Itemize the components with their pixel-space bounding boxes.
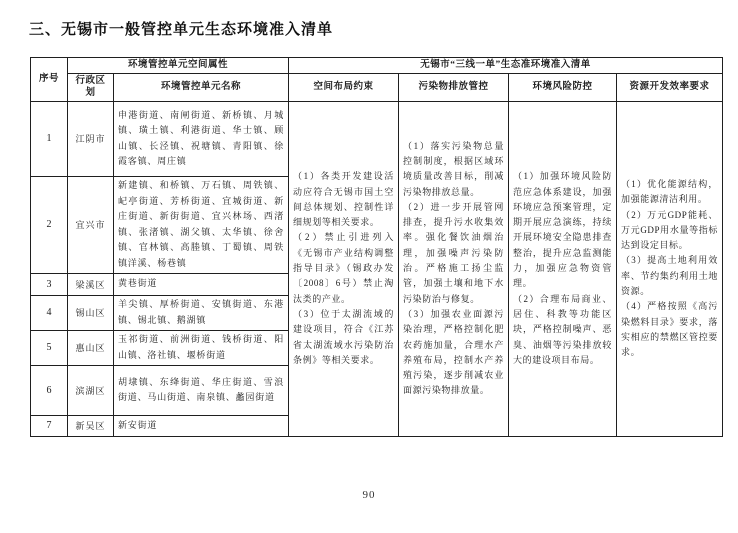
- table-row: [31, 101, 723, 176]
- header-group-row: [31, 58, 723, 74]
- unit-names-cell: 玉祁街道、前洲街道、钱桥街道、阳山镇、洛社镇、堰桥街道: [114, 330, 289, 365]
- col-group-access-list: 无锡市“三线一单”生态准环境准入清单: [289, 58, 723, 74]
- unit-names-cell: 新安街道: [114, 415, 289, 436]
- col-header-resource-efficiency: 资源开发效率要求: [617, 74, 723, 102]
- header-sub-row: [31, 74, 723, 102]
- requirement-cell-spatial-layout: [289, 101, 399, 436]
- unit-names-cell: 新建镇、和桥镇、万石镇、周铁镇、屺亭街道、芳桥街道、宜城街道、新庄街道、新街街道、宜兴林场、西渚镇、张渚镇、湖父镇、太华镇、徐舍镇、官林镇、高塍镇、丁蜀镇、周铁镇洋溪、杨巷镇: [114, 176, 289, 273]
- district-cell: 滨湖区: [68, 365, 114, 415]
- requirement-item: （4）严格按照《高污染燃料目录》要求，落实相应的禁燃区管控要求。: [621, 301, 719, 358]
- unit-names-cell: 黄巷街道: [114, 273, 289, 295]
- requirement-item: （3）提高土地利用效率、节约集约利用土地资源。: [621, 255, 719, 296]
- page-title: 三、无锡市一般管控单元生态环境准入清单: [29, 22, 334, 38]
- unit-names-cell: 胡埭镇、东绛街道、华庄街道、雪浪街道、马山街道、南泉镇、蠡园街道: [114, 365, 289, 415]
- district-cell: 新吴区: [68, 415, 114, 436]
- serial-cell: 7: [31, 415, 68, 436]
- requirement-item: （2）合理布局商业、居住、科教等功能区块，严格控制噪声、恶臭、油烟等污染排放较大的建设项目布局。: [513, 293, 613, 365]
- requirement-item: （2）禁止引进列入《无锡市产业结构调整指导目录》（锡政办发〔2008〕6号）禁止淘汰类的产业。: [293, 232, 395, 304]
- requirement-item: （3）位于太湖流域的建设项目，符合《江苏省太湖流域水污染防治条例》等相关要求。: [293, 308, 395, 365]
- district-cell: 江阴市: [68, 101, 114, 176]
- col-header-admin-division: 行政区划: [68, 74, 114, 102]
- district-cell: 宜兴市: [68, 176, 114, 273]
- page-number: 90: [362, 489, 376, 501]
- serial-cell: 2: [31, 176, 68, 273]
- serial-cell: 1: [31, 101, 68, 176]
- requirement-item: （2）万元GDP能耗、万元GDP用水量等指标达到设定目标。: [621, 209, 719, 251]
- requirement-cell-resource-efficiency: [617, 101, 723, 436]
- serial-cell: 3: [31, 273, 68, 295]
- serial-cell: 6: [31, 365, 68, 415]
- requirement-item: （1）加强环境风险防范应急体系建设，加强环境应急预案管理，定期开展应急演练，持续开展环境安全隐患排查整治，提升应急监测能力，加强应急物资管理。: [513, 171, 613, 289]
- unit-names-cell: 羊尖镇、厚桥街道、安镇街道、东港镇、锡北镇、鹅湖镇: [114, 295, 289, 330]
- district-cell: 锡山区: [68, 295, 114, 330]
- col-header-spatial-layout: 空间布局约束: [289, 74, 399, 102]
- access-list-table: [30, 57, 723, 437]
- requirement-item: （1）落实污染物总量控制制度，根据区域环境质量改善目标，削减污染物排放总量。: [403, 140, 505, 197]
- requirement-cell-pollutant-control: [399, 101, 509, 436]
- requirement-item: （1）各类开发建设活动应符合无锡市国土空间总体规划、控制性详细规划等相关要求。: [293, 171, 395, 228]
- unit-names-cell: 申港街道、南闸街道、新桥镇、月城镇、璜土镇、利港街道、华士镇、顾山镇、长泾镇、祝塘镇、青阳镇、徐霞客镇、周庄镇: [114, 101, 289, 176]
- requirement-cell-risk-control: [509, 101, 617, 436]
- col-header-unit-name: 环境管控单元名称: [114, 74, 289, 102]
- district-cell: 梁溪区: [68, 273, 114, 295]
- col-group-spatial-attributes: 环境管控单元空间属性: [68, 58, 289, 74]
- district-cell: 惠山区: [68, 330, 114, 365]
- serial-cell: 4: [31, 295, 68, 330]
- col-header-risk-control: 环境风险防控: [509, 74, 617, 102]
- requirement-item: （2）进一步开展管网排查，提升污水收集效率。强化餐饮油烟治理，加强噪声污染防治。严格施工扬尘监管，加强土壤和地下水污染防治与修复。: [403, 201, 505, 304]
- col-header-serial: 序号: [31, 58, 68, 102]
- requirement-item: （3）加强农业面源污染治理，严格控制化肥农药施加量，合理水产养殖布局，控制水产养殖污染，逐步削减农业面源污染物排放量。: [403, 308, 505, 396]
- col-header-pollutant-control: 污染物排放管控: [399, 74, 509, 102]
- requirement-item: （1）优化能源结构，加强能源清洁利用。: [621, 178, 719, 205]
- serial-cell: 5: [31, 330, 68, 365]
